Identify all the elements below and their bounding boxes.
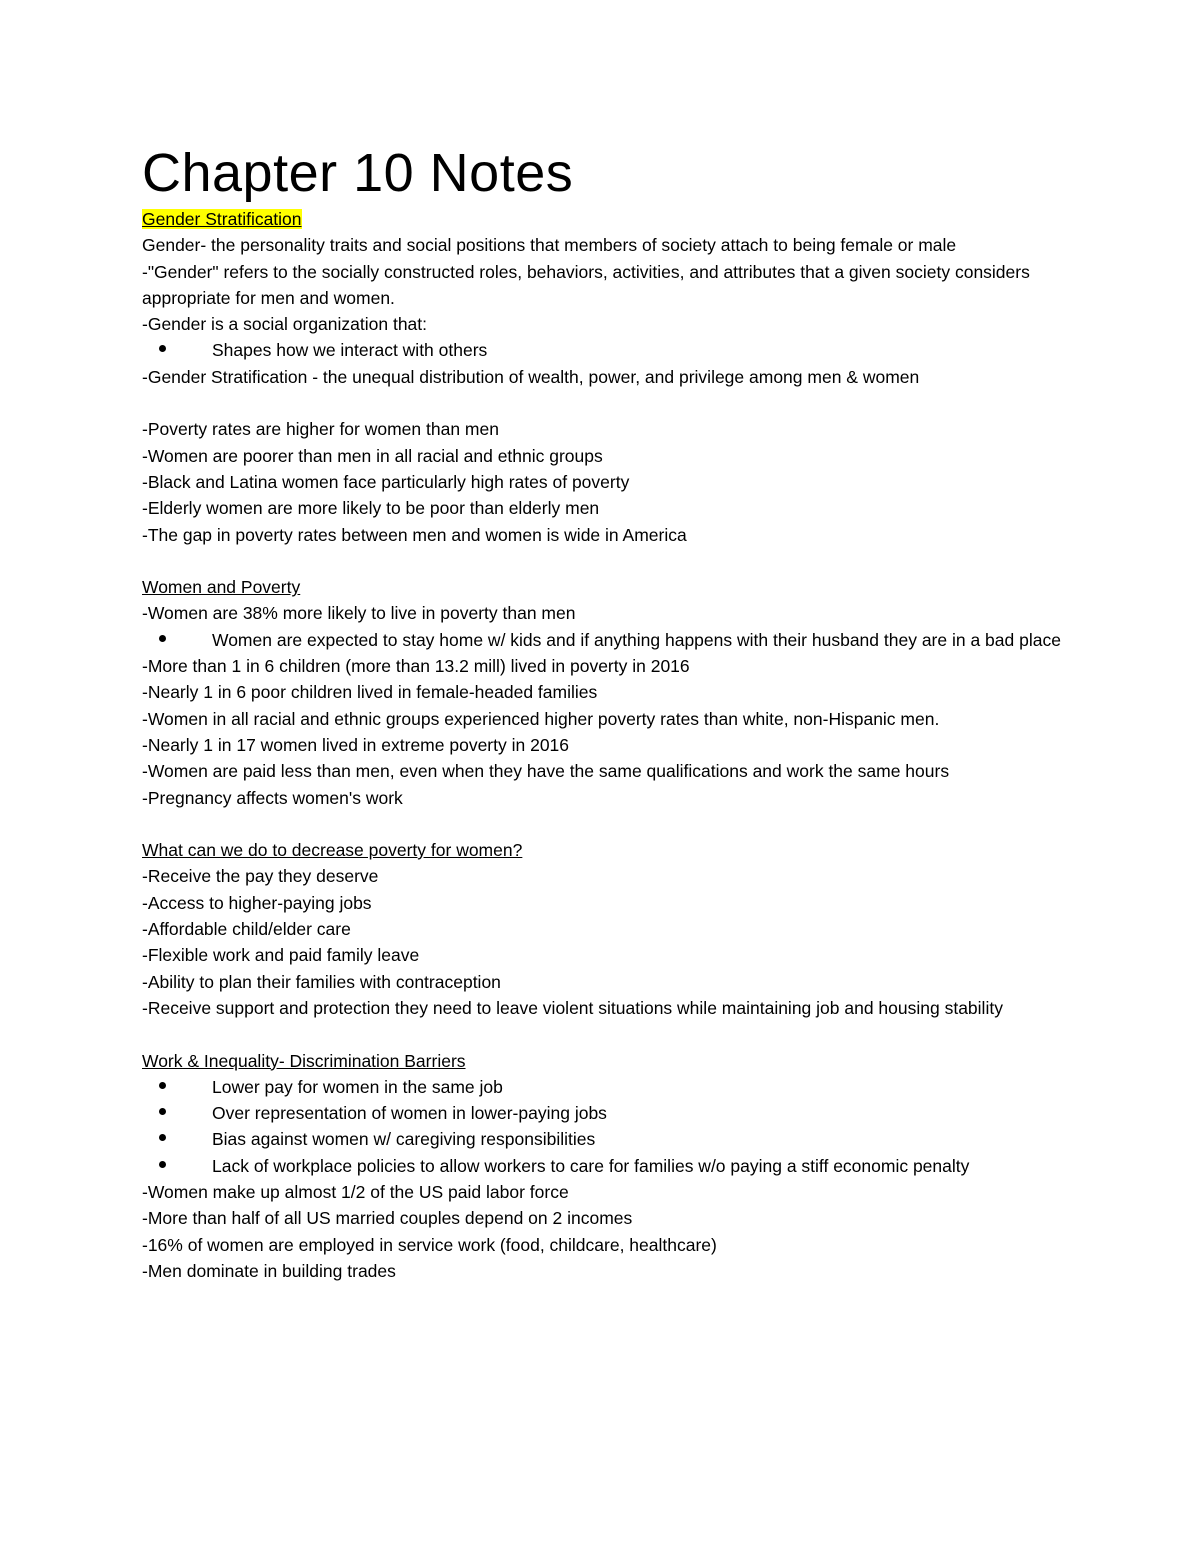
bullet-text: Lower pay for women in the same job — [212, 1076, 503, 1097]
note-line: -Receive support and protection they need to leave violent situations while maintaining job and housing stability — [142, 997, 1003, 1018]
bullet-text: Shapes how we interact with others — [212, 340, 488, 361]
bullet-text: Women are expected to stay home w/ kids and if anything happens with their husband they are in a bad place — [212, 629, 1061, 650]
note-line: Gender- the personality traits and social positions that members of society attach to being female or male — [142, 235, 957, 256]
note-line: -Pregnancy affects women's work — [142, 787, 403, 808]
bullet-list — [142, 337, 1072, 363]
note-line: -Poverty rates are higher for women than men — [142, 419, 499, 440]
note-line: -Flexible work and paid family leave — [142, 945, 420, 966]
section-heading-gender-stratification — [142, 206, 1072, 232]
note-line: -Gender Stratification - the unequal distribution of wealth, power, and privilege among men & women — [142, 366, 920, 387]
section-heading-work-inequality — [142, 1048, 1072, 1074]
bullet-text: Lack of workplace policies to allow workers to care for families w/o paying a stiff economic penalty — [212, 1155, 970, 1176]
note-line: -Women make up almost 1/2 of the US paid labor force — [142, 1181, 569, 1202]
note-line: -Women are 38% more likely to live in poverty than men — [142, 603, 576, 624]
blank-line — [142, 811, 1072, 837]
heading-text: Women and Poverty — [142, 577, 301, 598]
bullet-text: Over representation of women in lower-paying jobs — [212, 1103, 607, 1124]
note-line: -Nearly 1 in 17 women lived in extreme poverty in 2016 — [142, 734, 570, 755]
note-line: -16% of women are employed in service work (food, childcare, healthcare) — [142, 1234, 717, 1255]
note-line: -Receive the pay they deserve — [142, 866, 379, 887]
bullet-icon — [159, 1108, 166, 1115]
note-line: -"Gender" refers to the socially constructed roles, behaviors, activities, and attributes that a given society considers appropriate for men and women. — [142, 261, 1030, 308]
heading-text: What can we do to decrease poverty for women? — [142, 840, 523, 861]
section-heading-women-and-poverty — [142, 574, 1072, 600]
bullet-icon — [159, 345, 166, 352]
bullet-item — [142, 1153, 1072, 1179]
heading-text: Work & Inequality- Discrimination Barriers — [142, 1050, 466, 1071]
note-line: -Women are paid less than men, even when they have the same qualifications and work the same hours — [142, 761, 950, 782]
bullet-item — [142, 1100, 1072, 1126]
note-line: -Access to higher-paying jobs — [142, 892, 372, 913]
bullet-icon — [159, 1082, 166, 1089]
bullet-item — [142, 1074, 1072, 1100]
bullet-item — [142, 627, 1072, 653]
bullet-icon — [159, 635, 166, 642]
note-line: -More than 1 in 6 children (more than 13.2 mill) lived in poverty in 2016 — [142, 656, 690, 677]
blank-line — [142, 548, 1072, 574]
heading-text: Gender Stratification — [142, 209, 302, 229]
note-line: -Elderly women are more likely to be poor than elderly men — [142, 498, 600, 519]
section-heading-decrease-poverty — [142, 837, 1072, 863]
blank-line — [142, 390, 1072, 416]
note-line: -Ability to plan their families with contraception — [142, 971, 501, 992]
bullet-icon — [159, 1161, 166, 1168]
bullet-icon — [159, 1134, 166, 1141]
note-line: -Gender is a social organization that: — [142, 314, 428, 335]
note-line: -Nearly 1 in 6 poor children lived in female-headed families — [142, 682, 598, 703]
bullet-text: Bias against women w/ caregiving responsibilities — [212, 1129, 596, 1150]
note-line: -More than half of all US married couples depend on 2 incomes — [142, 1208, 633, 1229]
note-line: -Black and Latina women face particularly high rates of poverty — [142, 471, 630, 492]
note-line: -Women in all racial and ethnic groups experienced higher poverty rates than white, non-Hispanic men. — [142, 708, 940, 729]
note-line: -Men dominate in building trades — [142, 1260, 396, 1281]
note-line: -Women are poorer than men in all racial and ethnic groups — [142, 445, 603, 466]
note-line: -Affordable child/elder care — [142, 919, 351, 940]
note-line: -The gap in poverty rates between men and women is wide in America — [142, 524, 687, 545]
document-content — [142, 140, 1072, 1284]
blank-line — [142, 1021, 1072, 1047]
bullet-item — [142, 1126, 1072, 1152]
bullet-item — [142, 337, 1072, 363]
page-title: Chapter 10 Notes — [142, 143, 574, 203]
bullet-list — [142, 1074, 1072, 1179]
bullet-list — [142, 627, 1072, 653]
